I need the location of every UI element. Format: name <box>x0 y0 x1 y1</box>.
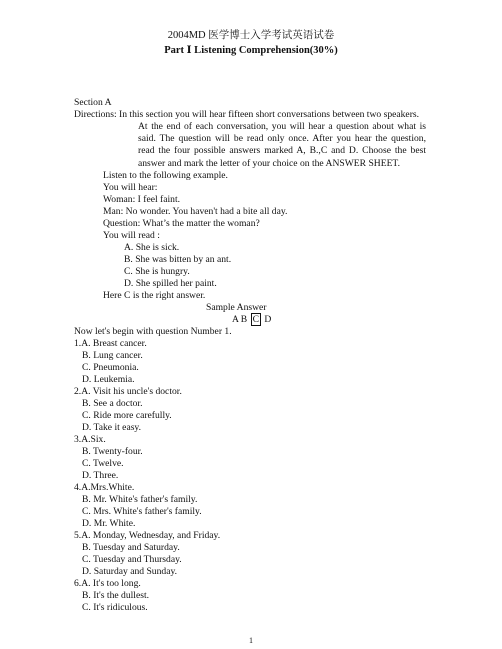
section-heading: Section A <box>74 97 112 108</box>
question-option: B. Twenty-four. <box>82 446 143 457</box>
directions-first-line <box>74 109 419 121</box>
question-option: C. It's ridiculous. <box>82 602 148 613</box>
question-option: C. Ride more carefully. <box>82 410 172 421</box>
question-1 <box>74 338 147 350</box>
exam-title: 2004MD 医学博士入学考试英语试卷 <box>167 30 335 41</box>
question-option: A.Six. <box>81 434 106 445</box>
question-option: D. Take it easy. <box>82 422 142 433</box>
example-question: Question: What’s the matter the woman? <box>103 218 260 229</box>
example-option: C. She is hungry. <box>124 266 190 277</box>
question-number: 3. <box>74 434 82 445</box>
sample-answer-boxed-letter: C <box>252 314 260 325</box>
sample-answer-label: Sample Answer <box>206 302 267 313</box>
question-number: 6. <box>74 578 82 589</box>
question-option: C. Twelve. <box>82 458 124 469</box>
question-4 <box>74 482 134 494</box>
question-option: D. Saturday and Sunday. <box>82 566 178 577</box>
question-number: 1. <box>74 338 82 349</box>
example-man-line: Man: No wonder. You haven't had a bite all day. <box>103 206 288 217</box>
example-woman-line: Woman: I feel faint. <box>103 194 181 205</box>
sample-answer-row <box>232 314 271 326</box>
question-option: C. Tuesday and Thursday. <box>82 554 182 565</box>
part-heading: Part Ⅰ Listening Comprehension(30%) <box>164 45 338 56</box>
sample-answer-after: D <box>262 314 272 325</box>
question-option: B. Tuesday and Saturday. <box>82 542 180 553</box>
question-option: A. Visit his uncle's doctor. <box>81 386 182 397</box>
question-option: B. Mr. White's father's family. <box>82 494 198 505</box>
example-will-read: You will read : <box>103 230 160 241</box>
question-option: C. Pneumonia. <box>82 362 139 373</box>
question-option: D. Three. <box>82 470 119 481</box>
question-option: C. Mrs. White's father's family. <box>82 506 202 517</box>
question-5 <box>74 530 220 542</box>
question-6 <box>74 578 141 590</box>
begin-instruction: Now let's begin with question Number 1. <box>74 326 232 337</box>
question-3 <box>74 434 106 446</box>
directions-paragraph: At the end of each conversation, you will hear a question about what is said. The question will be read only once. After you hear the question, read the four possible answers marked A, B.,C and D. Choose the best answer and mark the letter of your choice on the ANSWER SHEET. <box>138 121 426 169</box>
question-number: 2. <box>74 386 82 397</box>
question-option: A.Mrs.White. <box>81 482 135 493</box>
question-number: 4. <box>74 482 82 493</box>
question-option: A. Monday, Wednesday, and Friday. <box>81 530 221 541</box>
question-number: 5. <box>74 530 82 541</box>
question-option: D. Mr. White. <box>82 518 136 529</box>
directions-text-first: In this section you will hear fifteen short conversations between two speakers. <box>119 109 420 120</box>
question-option: B. Lung cancer. <box>82 350 143 361</box>
example-intro: Listen to the following example. <box>103 170 228 181</box>
question-option: D. Leukemia. <box>82 374 135 385</box>
question-option: A. Breast cancer. <box>81 338 147 349</box>
directions-label: Directions: <box>74 109 120 120</box>
example-option: B. She was bitten by an ant. <box>124 254 232 265</box>
question-option: B. See a doctor. <box>82 398 143 409</box>
example-option: A. She is sick. <box>124 242 180 253</box>
example-will-hear: You will hear: <box>103 182 158 193</box>
question-option: B. It's the dullest. <box>82 590 150 601</box>
page-number: 1 <box>249 636 253 645</box>
question-option: A. It's too long. <box>81 578 141 589</box>
sample-answer-before: A B <box>232 314 250 325</box>
question-2 <box>74 386 182 398</box>
example-answer-note: Here C is the right answer. <box>103 290 206 301</box>
example-option: D. She spilled her paint. <box>124 278 217 289</box>
